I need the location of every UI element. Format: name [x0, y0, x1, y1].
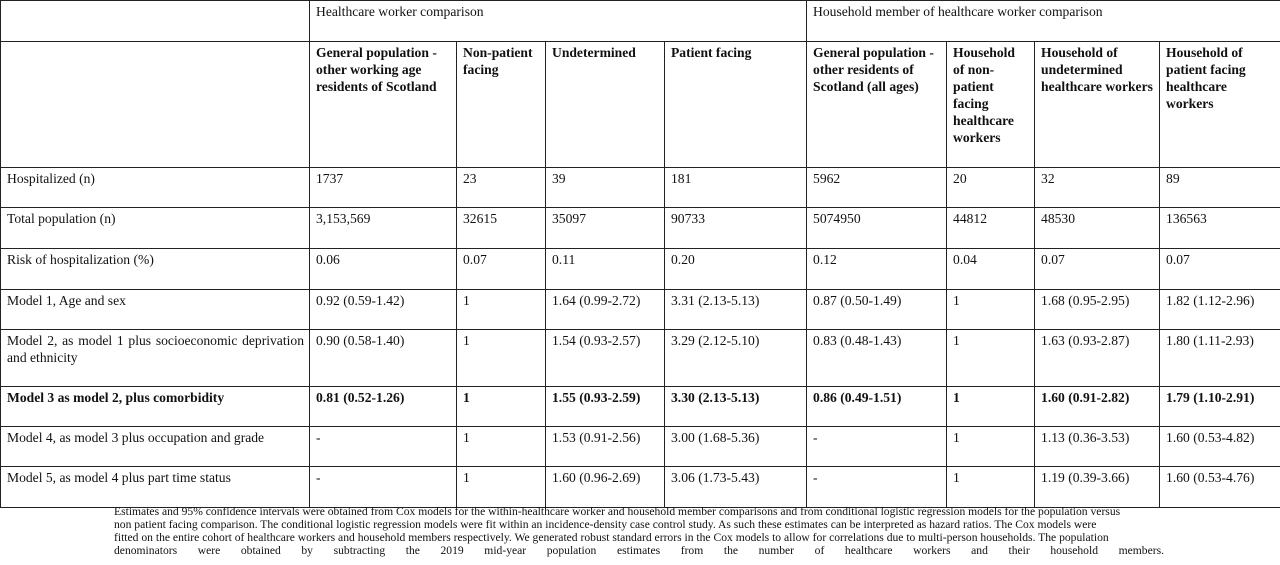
- table-cell: 1: [947, 387, 1035, 427]
- table-row: [1, 467, 1280, 508]
- table-cell: 3.29 (2.12-5.10): [665, 330, 807, 387]
- column-header: General population - other working age residents of Scotland: [310, 42, 457, 168]
- row-label: Total population (n): [1, 208, 310, 249]
- table-cell: 3.00 (1.68-5.36): [665, 427, 807, 467]
- table-row: [1, 387, 1280, 427]
- table-row: [1, 290, 1280, 330]
- table-cell: 0.07: [1160, 249, 1280, 290]
- table-cell: 1.54 (0.93-2.57): [546, 330, 665, 387]
- footnote-line: denominators were obtained by subtracting the 2019 mid-year population estimates from the number of healthcare workers and their household members.: [114, 544, 1164, 557]
- table-cell: 39: [546, 168, 665, 208]
- row-label-header: [1, 42, 310, 168]
- row-label: Model 1, Age and sex: [1, 290, 310, 330]
- table-cell: 1: [457, 467, 546, 508]
- column-header: Non-patient facing: [457, 42, 546, 168]
- column-header: Patient facing: [665, 42, 807, 168]
- table-cell: 90733: [665, 208, 807, 249]
- table-cell: 32: [1035, 168, 1160, 208]
- table-cell: 35097: [546, 208, 665, 249]
- table-cell: 0.92 (0.59-1.42): [310, 290, 457, 330]
- column-header: General population - other residents of Scotland (all ages): [807, 42, 947, 168]
- table-cell: 0.87 (0.50-1.49): [807, 290, 947, 330]
- footnote-line: fitted on the entire cohort of healthcare workers and household members respectively. We generated robust standard errors in the Cox models to allow for correlations due to multi-person households. The population: [114, 531, 1109, 544]
- table-cell: 1.55 (0.93-2.59): [546, 387, 665, 427]
- table-cell: 0.04: [947, 249, 1035, 290]
- footnote-line: Estimates and 95% confidence intervals were obtained from Cox models for the within-healthcare worker and household member comparisons and from conditional logistic regression models for the population versus: [114, 505, 1121, 518]
- table-row: [1, 208, 1280, 249]
- row-label: Risk of hospitalization (%): [1, 249, 310, 290]
- table-cell: 3,153,569: [310, 208, 457, 249]
- table-cell: 5962: [807, 168, 947, 208]
- table-cell: 20: [947, 168, 1035, 208]
- column-header: Household of non-patient facing healthcare workers: [947, 42, 1035, 168]
- table-cell: 1.80 (1.11-2.93): [1160, 330, 1280, 387]
- table-cell: 0.06: [310, 249, 457, 290]
- table-cell: 1: [947, 427, 1035, 467]
- table-cell: 5074950: [807, 208, 947, 249]
- table-cell: 0.86 (0.49-1.51): [807, 387, 947, 427]
- table-cell: 136563: [1160, 208, 1280, 249]
- table-cell: 0.07: [457, 249, 546, 290]
- group-header-hcw: Healthcare worker comparison: [310, 1, 807, 42]
- table-cell: 0.20: [665, 249, 807, 290]
- table-row: [1, 249, 1280, 290]
- table-cell: 1: [947, 290, 1035, 330]
- column-header: Household of patient facing healthcare workers: [1160, 42, 1280, 168]
- corner-cell: [1, 1, 310, 42]
- table-cell: 1: [947, 467, 1035, 508]
- table-cell: 1737: [310, 168, 457, 208]
- table-row: [1, 168, 1280, 208]
- table-cell: 1.53 (0.91-2.56): [546, 427, 665, 467]
- table-cell: -: [807, 427, 947, 467]
- table-cell: 89: [1160, 168, 1280, 208]
- footnote-line: non patient facing comparison. The conditional logistic regression models were fit within an incidence-density case control study. As such these estimates can be interpreted as hazard ratios. The Cox models were: [114, 518, 1097, 531]
- table-cell: 0.83 (0.48-1.43): [807, 330, 947, 387]
- table-cell: 1: [457, 387, 546, 427]
- table-cell: 1.60 (0.53-4.82): [1160, 427, 1280, 467]
- table-cell: 3.30 (2.13-5.13): [665, 387, 807, 427]
- table-cell: 3.06 (1.73-5.43): [665, 467, 807, 508]
- table-body: [1, 168, 1280, 508]
- row-label: Model 3 as model 2, plus comorbidity: [1, 387, 310, 427]
- table-cell: 1: [457, 427, 546, 467]
- table-cell: 1.64 (0.99-2.72): [546, 290, 665, 330]
- table-cell: 48530: [1035, 208, 1160, 249]
- column-header: Undetermined: [546, 42, 665, 168]
- row-label: Model 2, as model 1 plus socioeconomic deprivation and ethnicity: [1, 330, 310, 387]
- footnote: [114, 505, 1164, 557]
- table-cell: 1.19 (0.39-3.66): [1035, 467, 1160, 508]
- table-cell: 0.12: [807, 249, 947, 290]
- table-cell: -: [310, 427, 457, 467]
- table-cell: 1.60 (0.91-2.82): [1035, 387, 1160, 427]
- table-cell: 0.11: [546, 249, 665, 290]
- table-cell: 23: [457, 168, 546, 208]
- table-cell: 1.63 (0.93-2.87): [1035, 330, 1160, 387]
- table-cell: -: [807, 467, 947, 508]
- column-header: Household of undetermined healthcare workers: [1035, 42, 1160, 168]
- group-header-household: Household member of healthcare worker comparison: [807, 1, 1280, 42]
- table-cell: 32615: [457, 208, 546, 249]
- table-cell: 1: [457, 330, 546, 387]
- table-cell: 1: [457, 290, 546, 330]
- table-cell: 3.31 (2.13-5.13): [665, 290, 807, 330]
- table-cell: 0.90 (0.58-1.40): [310, 330, 457, 387]
- table-cell: 181: [665, 168, 807, 208]
- table-cell: 1.60 (0.53-4.76): [1160, 467, 1280, 508]
- group-header-row: [1, 1, 1280, 42]
- column-header-row: [1, 42, 1280, 168]
- row-label: Hospitalized (n): [1, 168, 310, 208]
- row-label: Model 4, as model 3 plus occupation and grade: [1, 427, 310, 467]
- table-cell: 1.60 (0.96-2.69): [546, 467, 665, 508]
- table-cell: 1.13 (0.36-3.53): [1035, 427, 1160, 467]
- table-cell: 0.07: [1035, 249, 1160, 290]
- row-label: Model 5, as model 4 plus part time status: [1, 467, 310, 508]
- table-cell: -: [310, 467, 457, 508]
- table-cell: 1.79 (1.10-2.91): [1160, 387, 1280, 427]
- table-row: [1, 330, 1280, 387]
- table-cell: 1: [947, 330, 1035, 387]
- table-cell: 44812: [947, 208, 1035, 249]
- table-cell: 0.81 (0.52-1.26): [310, 387, 457, 427]
- table-cell: 1.68 (0.95-2.95): [1035, 290, 1160, 330]
- table-cell: 1.82 (1.12-2.96): [1160, 290, 1280, 330]
- table-row: [1, 427, 1280, 467]
